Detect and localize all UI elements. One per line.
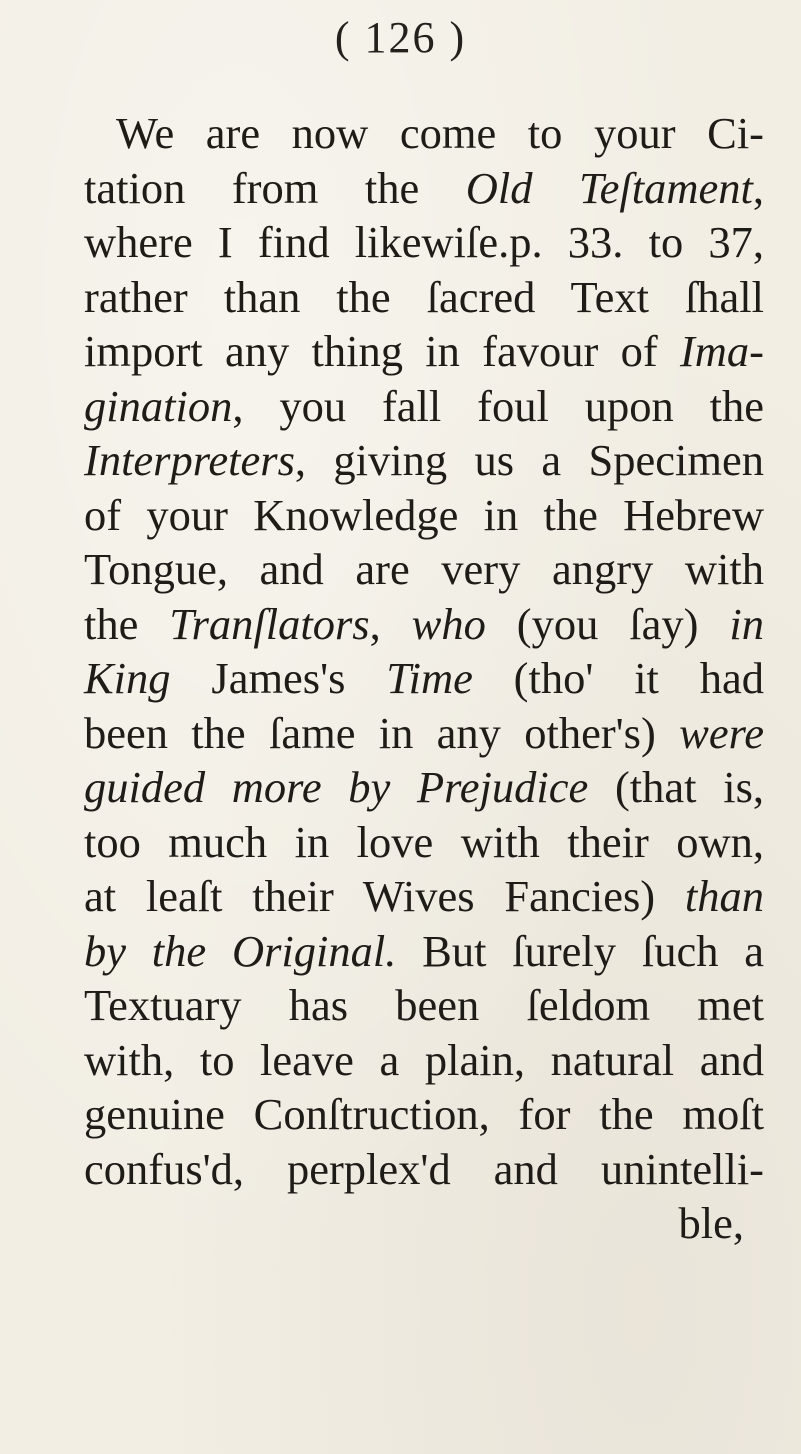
text-run: We are now come to your Ci- [116, 108, 764, 158]
text-run: (tho' it had [472, 653, 764, 703]
text-line [84, 924, 764, 979]
text-run: tation from the [84, 162, 466, 213]
text-line [84, 651, 764, 706]
page-number: ( 126 ) [334, 13, 467, 62]
text-run: , you fall foul upon the [232, 380, 764, 431]
italic-text: Tranſlators [169, 598, 370, 649]
text-line [84, 760, 764, 815]
italic-text: King [84, 653, 171, 703]
text-run: been the ſame in any other's) [84, 707, 680, 758]
italic-text: than [684, 871, 764, 921]
text-run: the [84, 598, 170, 649]
text-run: James's [170, 653, 387, 703]
text-run: , [369, 598, 412, 649]
text-line [84, 978, 764, 1033]
text-line [84, 597, 764, 652]
text-run: too much in love with their own, [84, 816, 764, 867]
text-run: But ſurely ſuch a [396, 925, 764, 976]
italic-text: who [411, 598, 486, 649]
italic-text: were [679, 707, 764, 758]
text-line [84, 379, 764, 434]
text-line [84, 1142, 764, 1197]
text-line [84, 215, 764, 270]
italic-text: in [729, 598, 764, 649]
text-line [84, 815, 764, 870]
italic-text: gination [84, 380, 233, 431]
text-run: of your Knowledge in the Hebrew [84, 489, 764, 540]
text-run: , [752, 162, 764, 213]
body-text [84, 106, 764, 1251]
text-line [84, 1033, 764, 1088]
text-line [84, 1087, 764, 1142]
text-run: rather than the ſacred Text ſhall [84, 271, 764, 322]
text-line [84, 324, 764, 379]
text-line [84, 869, 764, 924]
text-run: ble, [678, 1198, 744, 1248]
italic-text: guided more by Prejudice [84, 762, 589, 812]
text-run: (that is, [588, 762, 765, 812]
text-line [84, 706, 764, 761]
text-run: genuine Conſtruction, for the moſt [84, 1089, 764, 1139]
italic-text: Interpreters [84, 435, 295, 485]
text-run: confus'd, perplex'd and unintelli- [84, 1143, 764, 1194]
text-line [84, 488, 764, 543]
italic-text: by the Original. [84, 925, 397, 976]
text-line [84, 270, 764, 325]
text-run: import any thing in favour of [84, 326, 680, 376]
text-run: Textuary has been ſeldom met [84, 980, 764, 1030]
text-run: where I find likewiſe.p. 33. to 37, [84, 217, 764, 267]
text-run: , giving us a Specimen [294, 435, 764, 485]
text-run: with, to leave a plain, natural and [84, 1034, 764, 1085]
text-line [84, 1196, 764, 1251]
text-line [84, 542, 764, 597]
text-run: Tongue, and are very angry with [84, 544, 764, 594]
italic-text: Ima- [679, 326, 764, 376]
text-run: at leaſt their Wives Fancies) [84, 871, 685, 921]
text-line [84, 106, 764, 161]
italic-text: Old Teſtament [465, 162, 753, 213]
italic-text: Time [386, 653, 473, 703]
text-line [84, 433, 764, 488]
text-run: (you ſay) [485, 598, 730, 649]
text-line [84, 161, 764, 216]
